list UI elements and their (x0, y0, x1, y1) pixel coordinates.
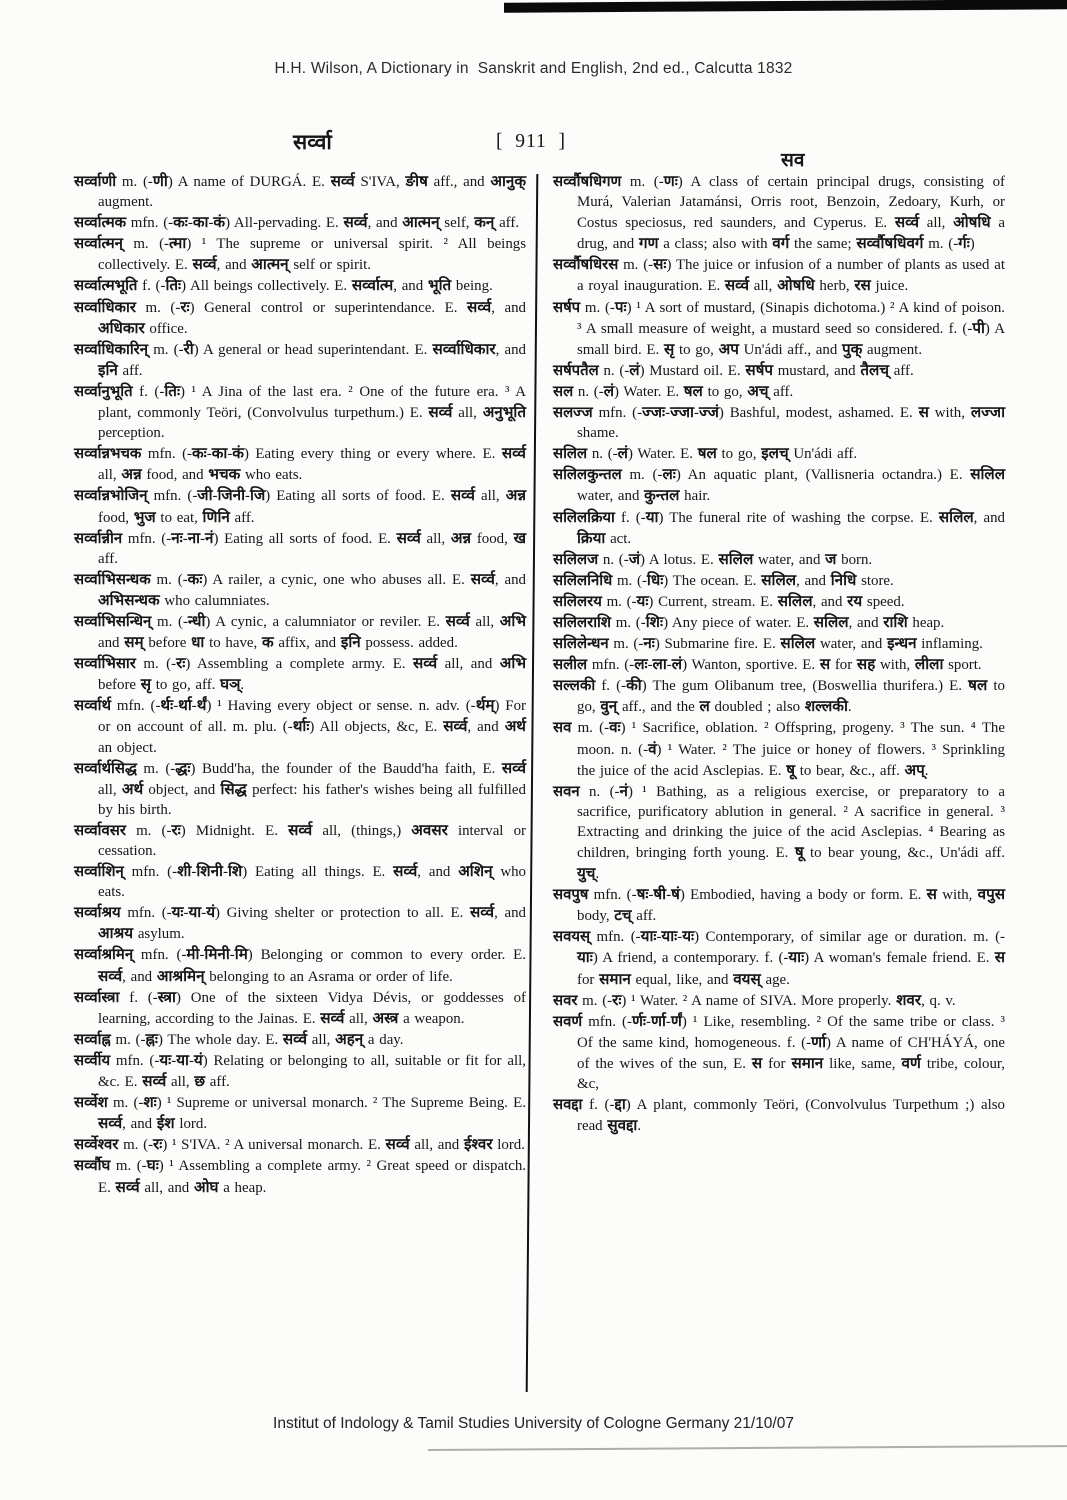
entry-headword: सलिलक्रिया (553, 507, 615, 526)
entry-headword: सर्व्वाह्न (74, 1029, 111, 1048)
entry-headword: सर्व्वात्मन् (74, 234, 123, 253)
dictionary-entry: सर्व्वात्मक mfn. (-कः-का-कं) All-pervading. E. सर्व्व, and आत्मन् self, कन् aff. (74, 213, 520, 232)
dictionary-body (74, 171, 1006, 1198)
entry-headword: सवयस् (553, 927, 591, 946)
entry-headword: सलज्ज (553, 403, 593, 422)
dictionary-entry: सवन n. (-नं) ¹ Bathing, as a religious exercise, or preparatory to a sacrifice, purificatory ablution in general. ² A sacrifice in general. ³ Extracting and drinking the juice of the acid Asclepias. ⁴ Bearing as children, bringing forth young. E. षू to bear young, &c., Un'ádi aff. युच्. (553, 781, 1005, 883)
entry-headword: सलिलनिधि (553, 570, 613, 589)
dictionary-entry: सर्व्वाश्रय mfn. (-यः-या-यं) Giving shelter or protection to all. E. सर्व्व, and आश्रय asylum. (74, 903, 526, 943)
dictionary-entry: सर्व्वेश m. (-शः) ¹ Supreme or universal monarch. ² The Supreme Being. E. सर्व्व, and ईश lord. (74, 1093, 526, 1133)
dictionary-entry: सलील mfn. (-लः-ला-लं) Wanton, sportive. E. स for सह with, लीला sport. (553, 655, 982, 674)
dictionary-entry: सर्व्वान्नभचक mfn. (-कः-का-कं) Eating every thing or every where. E. सर्व्व all, अन्न food, and भचक who eats. (74, 444, 526, 484)
entry-headword: सर्व्वेश (74, 1093, 108, 1112)
dictionary-entry: सलिलक्रिया f. (-या) The funeral rite of washing the corpse. E. सलिल, and क्रिया act. (553, 507, 1005, 547)
dictionary-entry: सर्व्वानुभूति f. (-तिः) ¹ A Jina of the last era. ² One of the future era. ³ A plant, commonly Teöri, (Convolvulus turpethum.) E. सर्व्व all, अनुभूति perception. (74, 381, 527, 442)
entry-headword: सवद्दा (553, 1095, 583, 1114)
entry-headword: सलिलेन्धन (553, 634, 609, 653)
footer-stamp: Institut of Indology & Tamil Studies University of Cologne Germany 21/10/07 (273, 1415, 794, 1432)
entry-headword: सर्व्वाणी (74, 172, 117, 190)
entry-headword: सलिलज (553, 549, 599, 568)
dictionary-entry: सर्व्वाश्रमिन् mfn. (-मी-मिनी-मि) Belonging or common to every order. E. सर्व्व, and आश्रमिन् belonging to an Asrama or order of life. (74, 945, 526, 985)
dictionary-entry: सर्षपतैल n. (-लं) Mustard oil. E. सर्षप mustard, and तैलच् aff. (553, 360, 914, 379)
entry-headword: सर्व्वाभिसन्धक (74, 569, 151, 588)
dictionary-entry: सर्व्वात्मभूति f. (-तिः) All beings collectively. E. सर्व्वात्म, and भूति being. (74, 276, 493, 295)
entry-headword: सर्व्वाश्रमिन् (74, 945, 134, 964)
entry-headword: सर्व्वौषधिरस (553, 255, 619, 274)
entry-headword: सर्व्वौघ (74, 1156, 111, 1175)
dictionary-entry: सर्व्वावसर m. (-रः) Midnight. E. सर्व्व all, (things,) अवसर interval or cessation. (74, 820, 526, 859)
dictionary-entry: सर्व्वौषधिरस m. (-सः) The juice or infusion of a number of plants as used at a royal inauguration. E. सर्व्व all, ओषधि herb, रस juice. (553, 255, 1005, 295)
dictionary-entry: सलिल n. (-लं) Water. E. षल to go, इलच् Un'ádi aff. (553, 444, 858, 463)
dictionary-entry: सलिलनिधि m. (-धिः) The ocean. E. सलिल, and निधि store. (553, 570, 894, 589)
dictionary-entry: सर्व्वात्मन् m. (-त्मा) ¹ The supreme or universal spirit. ² All beings collectively. E. सर्व्व, and आत्मन् self or spirit. (74, 234, 527, 274)
dictionary-entry: सवर m. (-रः) ¹ Water. ² A name of SIVA. More properly. शवर, q. v. (553, 990, 956, 1009)
page-number: [ 911 ] (496, 131, 567, 152)
dictionary-entry: सर्व्वाधिकार m. (-रः) General control or superintendance. E. सर्व्व, and अधिकार office. (74, 297, 526, 337)
dictionary-entry: सवद्दा f. (-द्दा) A plant, commonly Teöri, (Convolvulus Turpethum ;) also read सुवद्दा. (553, 1095, 1005, 1135)
dictionary-entry: सर्व्वाणी m. (-णी) A name of DURGÁ. E. सर्व्व S'IVA, ङीष aff., and आनुक् augment. (74, 172, 527, 211)
entry-headword: सवन (553, 781, 580, 800)
dictionary-entry: सर्व्वान्नभोजिन् mfn. (-जी-जिनी-जि) Eating all sorts of food. E. सर्व्व all, अन्न food, भुज to eat, णिनि aff. (74, 486, 526, 526)
dictionary-entry: सर्व्वान्नीन mfn. (-नः-ना-नं) Eating all sorts of food. E. सर्व्व all, अन्न food, ख aff. (74, 528, 526, 567)
dictionary-entry: सवपुष mfn. (-षः-षी-षं) Embodied, having a body or form. E. स with, वपुस body, टच् aff. (553, 885, 1005, 925)
dictionary-entry: सलज्ज mfn. (-ज्जः-ज्जा-ज्जं) Bashful, modest, ashamed. E. स with, लज्जा shame. (553, 403, 1005, 442)
entry-headword: सलील (553, 655, 588, 674)
dictionary-entry: सर्व्वीय mfn. (-यः-या-यं) Relating or belonging to all, suitable or fit for all, &c. E. सर्व्व all, छ aff. (74, 1050, 526, 1091)
scan-artifact-bar (504, 0, 1067, 13)
left-column (74, 171, 526, 1198)
entry-headword: सर्षप (553, 297, 581, 316)
entry-headword: सर्व्वावसर (74, 820, 126, 839)
entry-headword: सर्व्वाधिकारिन् (74, 339, 149, 358)
dictionary-entry: सल n. (-लं) Water. E. षल to go, अच् aff. (553, 381, 794, 400)
entry-headword: सलिल (553, 444, 588, 463)
entry-headword: सव (553, 718, 572, 737)
dictionary-entry: सर्व्वाभिसार m. (-रः) Assembling a complete army. E. सर्व्व all, and अभि before सृ to go, aff. घञ्. (74, 654, 526, 694)
dictionary-entry: सर्षप m. (-पः) ¹ A sort of mustard, (Sinapis dichotoma.) ² A kind of poison. ³ A small measure of weight, a mustard seed so considered. f. (-पी) A small bird. E. सृ to go, अप Un'ádi aff., and पुक् augment. (553, 297, 1006, 358)
entry-headword: सर्व्वान्नभोजिन् (74, 486, 148, 505)
entry-headword: सर्व्वार्थसिद्ध (74, 758, 137, 777)
dictionary-entry: सवर्ण mfn. (-र्णः-र्णा-र्णं) ¹ Like, resembling. ² Of the same tribe or class. ³ Of the same kind, homogeneous. f. (-र्णा) A name of CH'HÁYÁ, one of the wives of the sun, E. स for समान like, same, वर्ण tribe, colour, &c, (553, 1011, 1006, 1093)
entry-headword: सर्व्वार्थ (74, 696, 112, 715)
running-head-left: सर्व्वा (293, 130, 332, 154)
entry-headword: सर्व्वीय (74, 1050, 111, 1069)
entry-headword: सर्व्वात्मक (74, 213, 127, 232)
dictionary-entry: सर्व्वाशिन् mfn. (-शी-शिनी-शि) Eating all things. E. सर्व्व, and अशिन् who eats. (74, 862, 526, 901)
dictionary-entry: सलिलराशि m. (-शिः) Any piece of water. E. सलिल, and राशि heap. (553, 612, 945, 631)
dictionary-entry: सर्व्वौघ m. (-घः) ¹ Assembling a complete army. ² Great speed or dispatch. E. सर्व्व all, and ओघ a heap. (74, 1156, 527, 1196)
dictionary-entry: सल्लकी f. (-की) The gum Olibanum tree, (Boswellia thurifera.) E. षल to go, वुन् aff., and the ल doubled ; also शल्लकी. (553, 676, 1005, 716)
running-head-right: सव (781, 149, 805, 171)
dictionary-entry: सलिलेन्धन m. (-नः) Submarine fire. E. सलिल water, and इन्धन inflaming. (553, 634, 983, 653)
entry-headword: सर्व्वाशिन् (74, 862, 124, 881)
entry-headword: सर्व्वाश्रय (74, 903, 121, 922)
dictionary-entry: सर्व्वेश्वर m. (-रः) ¹ S'IVA. ² A universal monarch. E. सर्व्व all, and ईश्वर lord. (74, 1135, 525, 1154)
dictionary-entry: सर्व्वार्थ mfn. (-र्थः-र्था-र्थं) ¹ Having every object or sense. n. adv. (-र्थम्) For or on account of all. m. plu. (-र्थाः) All objects, &c, E. सर्व्व, and अर्थ an object. (74, 696, 526, 756)
entry-headword: सर्षपतैल (553, 360, 599, 379)
entry-headword: सवर्ण (553, 1011, 583, 1030)
entry-headword: सर्व्वात्मभूति (74, 276, 138, 295)
right-column (553, 171, 1005, 1198)
entry-headword: सर्व्वास्त्रा (74, 987, 120, 1006)
entry-headword: सर्व्वाभिसन्धिन् (74, 611, 152, 630)
entry-headword: सर्व्वाभिसार (74, 654, 136, 673)
dictionary-entry: सर्व्वौषधिगण m. (-णः) A class of certain principal drugs, consisting of Murá, Valerian Jatamánsi, Orris root, Benzoin, Zedoary, Kurh, or Costus speciosus, red saunders, and Cyperus. E. सर्व्व all, ओषधि a drug, and गण a class; also with वर्ग the same; सर्व्वौषधिवर्ग m. (-र्गः) (553, 172, 1005, 253)
dictionary-entry: सर्व्वाह्न m. (-ह्नः) The whole day. E. सर्व्व all, अहन् a day. (74, 1029, 404, 1048)
entry-headword: सर्व्वौषधिगण (553, 172, 622, 190)
entry-headword: सर्व्वानुभूति (74, 381, 133, 400)
entry-headword: सलिलरय (553, 591, 602, 610)
entry-headword: सर्व्वेश्वर (74, 1135, 119, 1154)
dictionary-entry: सर्व्वाधिकारिन् m. (-री) A general or head superintendant. E. सर्व्वाधिकार, and इनि aff. (74, 339, 526, 379)
attribution-header: H.H. Wilson, A Dictionary in Sanskrit and English, 2nd ed., Calcutta 1832 (274, 60, 793, 77)
entry-headword: सवर (553, 990, 578, 1009)
scan-artifact-line (428, 1445, 1067, 1451)
entry-headword: सलिलकुन्तल (553, 465, 622, 484)
dictionary-entry: सलिलरय m. (-यः) Current, stream. E. सलिल, and रय speed. (553, 591, 905, 610)
dictionary-entry: सर्व्वाभिसन्धिन् m. (-न्धी) A cynic, a calumniator or reviler. E. सर्व्व all, अभि and सम् before धा to have, क affix, and इनि possess. added. (74, 611, 526, 652)
entry-headword: सर्व्वान्नभचक (74, 444, 142, 463)
entry-headword: सलिलराशि (553, 612, 612, 631)
entry-headword: सल्लकी (553, 676, 596, 695)
dictionary-entry: सर्व्वार्थसिद्ध m. (-द्धः) Budd'ha, the founder of the Baudd'ha faith, E. सर्व्व all, अर्थ object, and सिद्ध perfect: his father's wishes being all fulfilled by his birth. (74, 758, 527, 818)
dictionary-entry: सर्व्वास्त्रा f. (-स्त्रा) One of the sixteen Vidya Dévis, or goddesses of learning, according to the Jainas. E. सर्व्व all, अस्त्र a weapon. (74, 987, 527, 1027)
entry-headword: सर्व्वाधिकार (74, 297, 136, 316)
dictionary-entry: सव m. (-वः) ¹ Sacrifice, oblation. ² Offspring, progeny. ³ The sun. ⁴ The moon. n. (-वं) ¹ Water. ² The juice or honey of flowers. ³ Sprinkling the juice of the acid Asclepias. E. षू to bear, &c., aff. अप्. (553, 718, 1005, 779)
dictionary-entry: सवयस् mfn. (-याः-याः-यः) Contemporary, of similar age or duration. m. (-याः) A friend, a contemporary. f. (-याः) A woman's female friend. E. स for समान equal, like, and वयस् age. (553, 927, 1005, 988)
dictionary-entry: सर्व्वाभिसन्धक m. (-कः) A railer, a cynic, one who abuses all. E. सर्व्व, and अभिसन्धक who calumniates. (74, 569, 527, 609)
entry-headword: सल (553, 381, 574, 400)
entry-headword: सवपुष (553, 885, 589, 904)
dictionary-entry: सलिलज n. (-जं) A lotus. E. सलिल water, and ज born. (553, 549, 873, 568)
dictionary-entry: सलिलकुन्तल m. (-लः) An aquatic plant, (Vallisneria octandra.) E. सलिल water, and कुन्तल hair. (553, 465, 1005, 505)
entry-headword: सर्व्वान्नीन (74, 528, 123, 547)
